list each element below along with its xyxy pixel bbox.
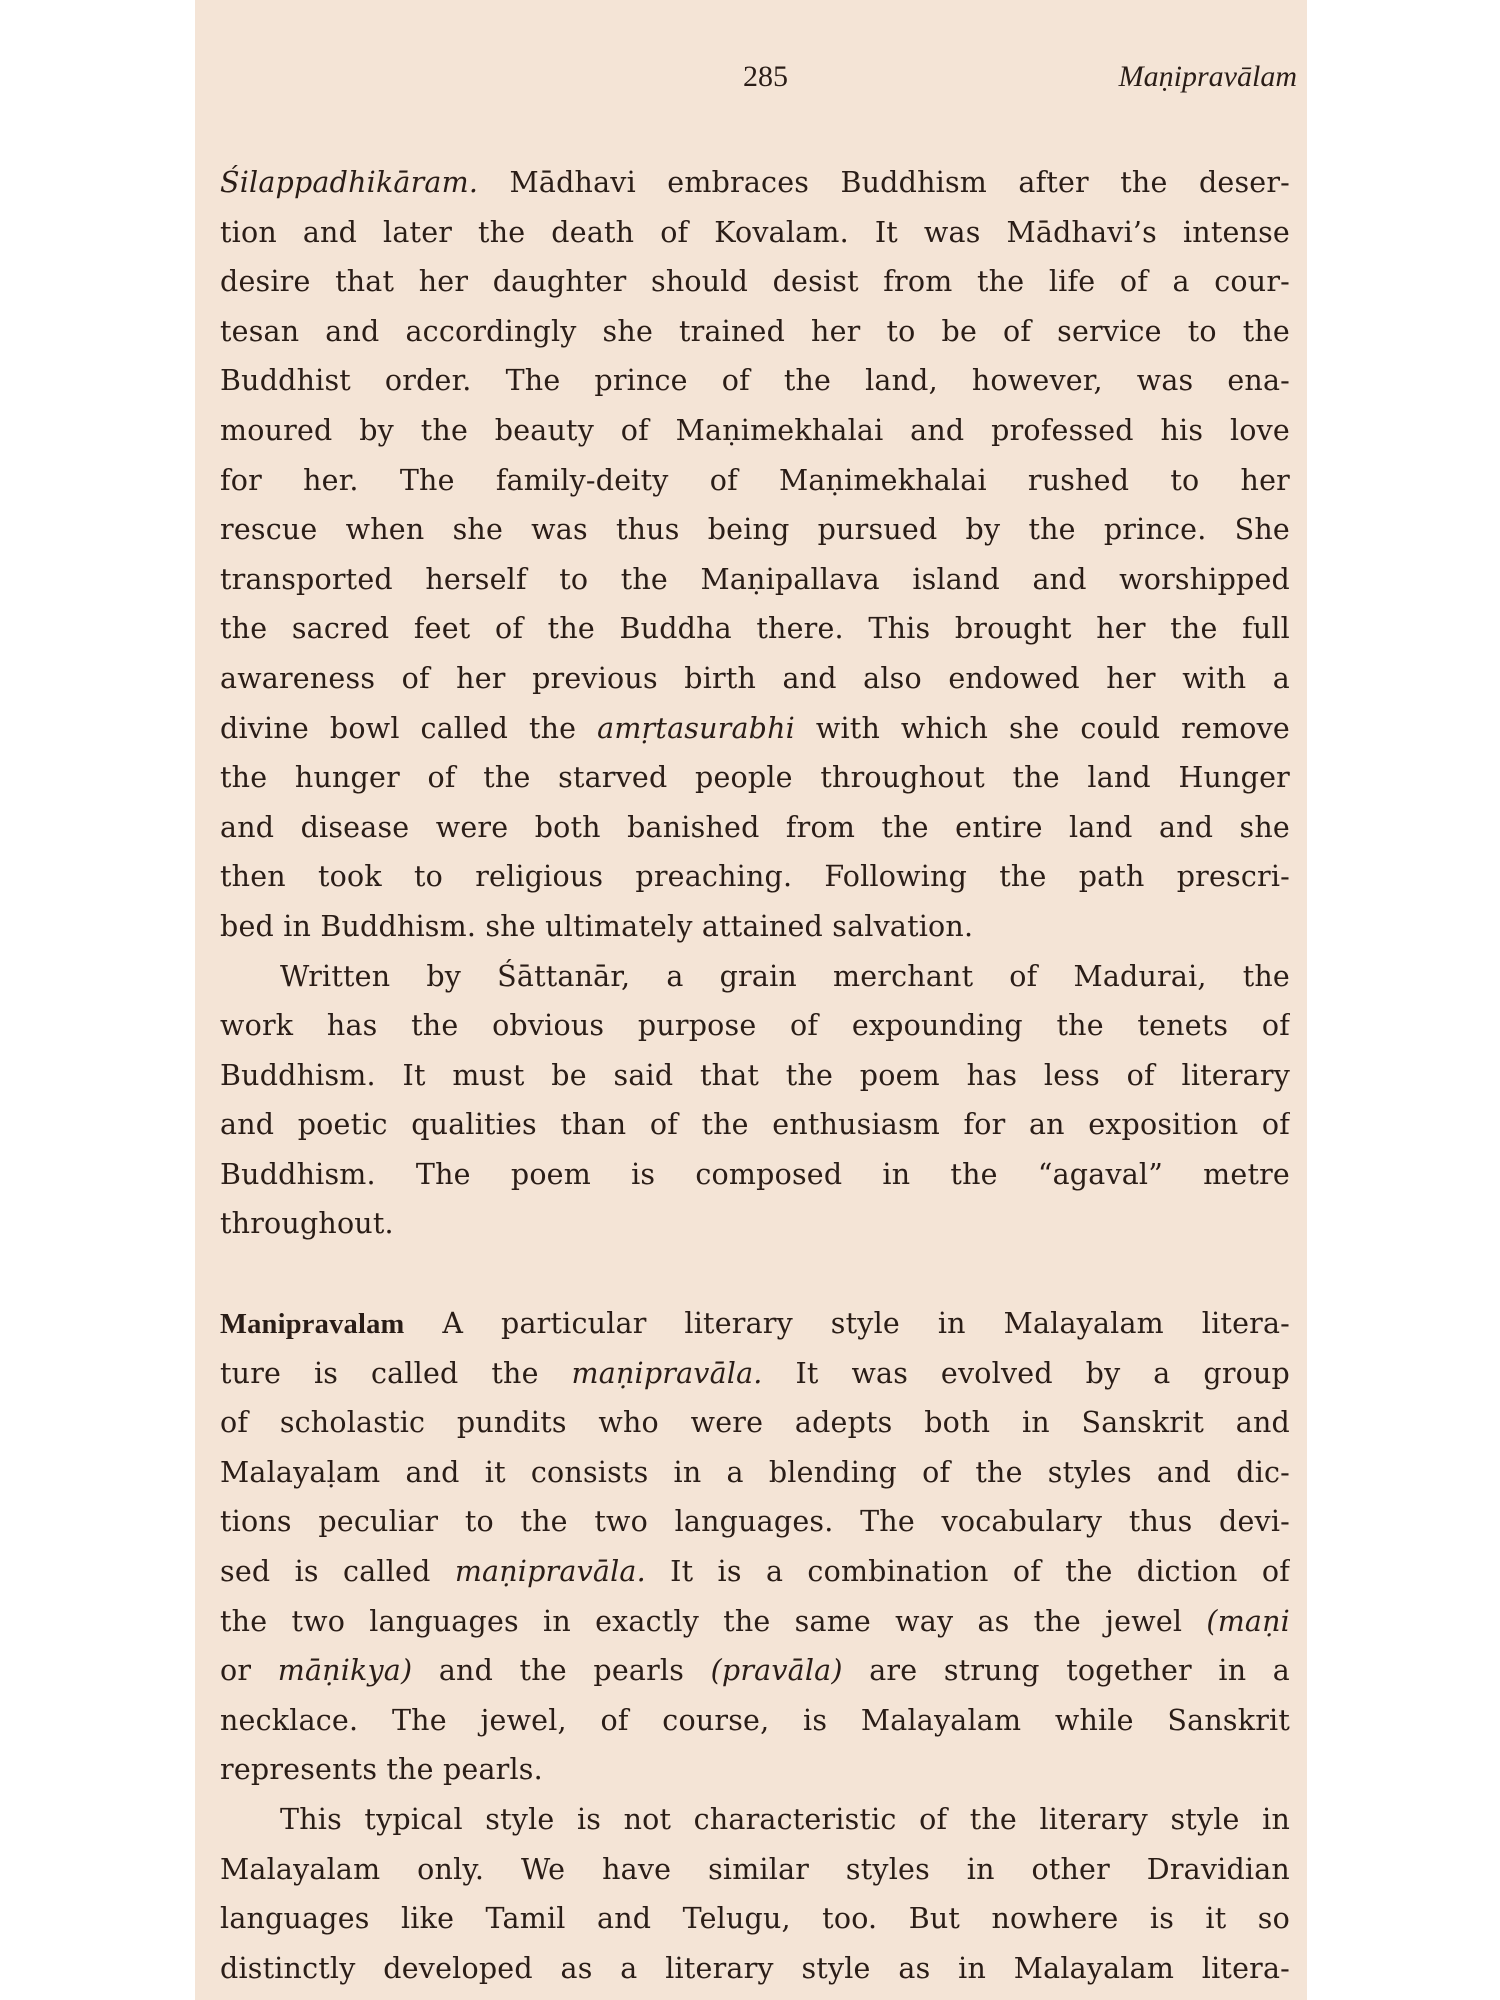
text-line: represents the pearls. bbox=[220, 1753, 543, 1787]
text-line: This typical style is not characteristic of the literary style in bbox=[280, 1803, 1290, 1836]
text-line: awareness of her previous birth and also endowed her with a bbox=[220, 661, 1290, 695]
body-text bbox=[220, 158, 1290, 1993]
text-line: or māṇikya) and the pearls (pravāla) are strung together in a bbox=[220, 1654, 1290, 1688]
text-line: throughout. bbox=[220, 1207, 394, 1241]
text-line: Buddhism. The poem is composed in the “agaval” metre bbox=[220, 1157, 1290, 1191]
text-line: rescue when she was thus being pursued by the prince. She bbox=[220, 513, 1290, 547]
text-line: Śilappadhikāram. Mādhavi embraces Buddhism after the deser- bbox=[220, 166, 1290, 199]
running-title: Maṇipravālam bbox=[1118, 60, 1297, 93]
text-line: desire that her daughter should desist from the life of a cour- bbox=[220, 265, 1290, 299]
text-line: Buddhist order. The prince of the land, however, was ena- bbox=[220, 364, 1290, 398]
text-line: the sacred feet of the Buddha there. This brought her the full bbox=[220, 612, 1290, 646]
text-line: necklace. The jewel, of course, is Malayalam while Sanskrit bbox=[220, 1703, 1290, 1737]
text-line: of scholastic pundits who were adepts both in Sanskrit and bbox=[220, 1406, 1290, 1440]
book-page bbox=[195, 0, 1307, 2000]
entry-first-line: Manipravalam A particular literary style in Malayalam litera- bbox=[220, 1307, 1290, 1341]
text-line: for her. The family-deity of Maṇimekhalai rushed to her bbox=[220, 463, 1290, 497]
text-line: Malayaḷam and it consists in a blending of the styles and dic- bbox=[220, 1455, 1290, 1489]
entry-headword: Manipravalam bbox=[220, 1309, 405, 1341]
section-gap bbox=[220, 1249, 1290, 1299]
text-line: tesan and accordingly she trained her to be of service to the bbox=[220, 314, 1290, 348]
text-line: and disease were both banished from the entire land and she bbox=[220, 810, 1290, 844]
text-line: transported herself to the Maṇipallava island and worshipped bbox=[220, 562, 1290, 596]
text-line: then took to religious preaching. Following the path prescri- bbox=[220, 860, 1290, 894]
text-line: ture is called the maṇipravāla. It was evolved by a group bbox=[220, 1356, 1290, 1390]
text-line: tion and later the death of Kovalam. It was Mādhavi’s intense bbox=[220, 215, 1290, 249]
text-line: moured by the beauty of Maṇimekhalai and professed his love bbox=[220, 413, 1290, 447]
text-line: the hunger of the starved people throughout the land Hunger bbox=[220, 761, 1290, 795]
text-line: work has the obvious purpose of expounding the tenets of bbox=[220, 1009, 1290, 1043]
text-line: bed in Buddhism. she ultimately attained salvation. bbox=[220, 909, 974, 943]
text-line: distinctly developed as a literary style as in Malayalam litera- bbox=[220, 1951, 1290, 1985]
text-line: tions peculiar to the two languages. The vocabulary thus devi- bbox=[220, 1505, 1290, 1539]
text-line: divine bowl called the amṛtasurabhi with which she could remove bbox=[220, 711, 1290, 745]
text-line: Written by Śāttanār, a grain merchant of Madurai, the bbox=[280, 959, 1290, 993]
page-number: 285 bbox=[743, 60, 788, 93]
text-line: the two languages in exactly the same way as the jewel (maṇi bbox=[220, 1604, 1290, 1638]
text-line: and poetic qualities than of the enthusiasm for an exposition of bbox=[220, 1108, 1290, 1142]
text-line: sed is called maṇipravāla. It is a combination of the diction of bbox=[220, 1555, 1290, 1589]
text-line: Buddhism. It must be said that the poem has less of literary bbox=[220, 1058, 1290, 1092]
text-line: languages like Tamil and Telugu, too. But nowhere is it so bbox=[220, 1902, 1290, 1936]
text-line: Malayalam only. We have similar styles in other Dravidian bbox=[220, 1852, 1290, 1886]
running-head bbox=[195, 60, 1307, 100]
